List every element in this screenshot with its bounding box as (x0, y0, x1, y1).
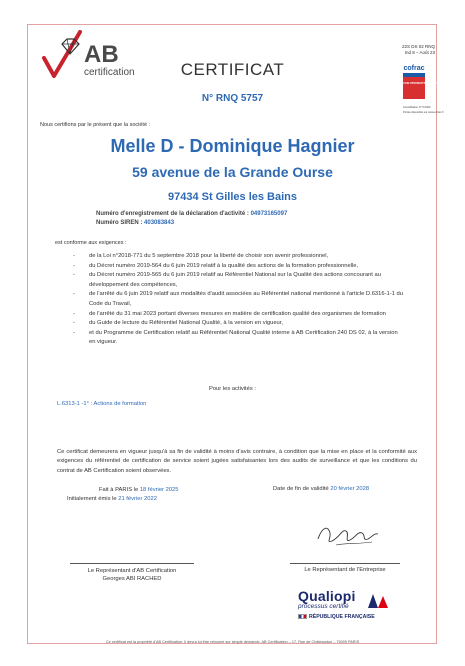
siren-label: Numéro SIREN : (96, 220, 143, 226)
list-item: - de l'arrêté du 31 mai 2023 portant diverses mesures en matière de certification qualité des organismes de formation (73, 310, 386, 317)
republique-francaise: RÉPUBLIQUE FRANÇAISE (309, 614, 375, 620)
svg-text:CERTIFICATION DE PRODUITS ET S (382, 81, 447, 85)
issued-date: 21 février 2022 (118, 495, 157, 502)
requirement-text: du Décret numéro 2019-565 du 6 juin 2019 relatif au Référentiel National sur la Qualité des actions concourant au développement des compétences, (89, 272, 381, 288)
list-item: - de l'arrêté du 6 juin 2019 relatif aux modalités d'audit associées au Référentiel national mentionné à l'article D.6316-1-1 du Code du Travail, (73, 291, 403, 307)
enterprise-representative-title: Le Représentant de l'Entreprise (304, 567, 386, 573)
siren-line (96, 219, 287, 228)
ab-representative-name: Georges ABI RACHED (102, 576, 162, 582)
qualiopi-name: Qualiopi (298, 588, 356, 604)
registration-line (96, 210, 287, 219)
activity-item: L.6313-1 -1° : Actions de formation (57, 401, 147, 407)
list-item: - de la Loi n°2018-771 du 5 septembre 2018 pour la liberté de choisir son avenir professionnel, (73, 253, 329, 259)
holder-name: Melle D - Dominique Hagnier (110, 136, 355, 156)
signature-icon (312, 513, 382, 553)
ab-representative-title: Le Représentant d'AB Certification (87, 568, 177, 574)
validity-end (273, 486, 369, 492)
end-date: 20 février 2028 (330, 486, 370, 492)
list-item: - du Décret numéro 2019-565 du 6 juin 2019 relatif au Référentiel National sur la Qualité des actions concourant au développement des compétences, (73, 272, 381, 288)
requirement-text: et du Programme de Certification relatif au Référentiel National Qualité interne à AB Certification 240 DS 02, à la version en vigueur. (89, 329, 398, 346)
requirement-text: du Guide de lecture du Référentiel National Qualité, à la version en vigueur, (89, 320, 283, 327)
cofrac-accreditation: Accréditation N° 5-0000 (403, 106, 431, 109)
siren-number: 403083843 (144, 220, 175, 226)
signature-line-right (290, 563, 400, 564)
activities-label: Pour les activités : (208, 386, 257, 392)
certificate-title: CERTIFICAT (180, 60, 285, 79)
qualiopi-logo (298, 588, 398, 632)
list-item: - du Guide de lecture du Référentiel National Qualité, à la version en vigueur, (73, 320, 283, 327)
conformity-intro: est conforme aux exigences : (55, 240, 127, 246)
cofrac-scope: Portée disponible sur www.cofrac.fr (403, 111, 444, 114)
made-date: 18 février 2025 (139, 487, 179, 493)
requirement-text: de la Loi n°2018-771 du 5 septembre 2018 pour la liberté de choisir son avenir professionnel, (89, 253, 329, 259)
qualiopi-subtitle: processus certifié (298, 603, 349, 610)
made-label: Fait à PARIS le (99, 487, 139, 493)
holder-street: 59 avenue de la Grande Ourse (132, 164, 333, 180)
signature-line-left (70, 563, 194, 564)
cofrac-word: cofrac (403, 65, 425, 72)
registration-block (96, 210, 287, 228)
republique-line (298, 614, 398, 620)
ab-representative (70, 567, 194, 583)
ref-line: 22S DS 02 RNQ (401, 44, 435, 49)
list-item: - du Décret numéro 2019-564 du 6 juin 2019 relatif à la qualité des actions de la formation professionnelle, (73, 262, 359, 269)
registration-number: 04973165097 (250, 211, 288, 217)
logo-subtitle: certification (84, 67, 135, 78)
requirement-text: de l'arrêté du 31 mai 2023 portant diverses mesures en matière de certification qualité des organismes de formation (89, 310, 386, 317)
validity-paragraph: Ce certificat demeurera en vigueur jusqu'à sa fin de validité à moins d'avis contraire, à condition que la mise en place et la conformité aux exigences du référentiel de certification de service soient jugées satisfaisantes lors des audits de surveillance et que les conditions du contrat de AB Certification soient observées. (57, 449, 417, 474)
list-item: - et du Programme de Certification relatif au Référentiel National Qualité interne à AB Certification 240 DS 02, à la version en vigueur. (73, 329, 398, 346)
issue-dates (67, 486, 179, 504)
holder-city: 97434 St Gilles les Bains (167, 191, 298, 203)
issued-label: Initialement émis le (67, 495, 117, 502)
requirement-text: de l'arrêté du 6 juin 2019 relatif aux modalités d'audit associées au Référentiel national mentionné à l'article D.6316-1-1 du Code du Travail, (89, 291, 403, 307)
requirements-list (73, 252, 403, 348)
cofrac-line: CERTIFICATION DE PRODUITS ET SERVICES (381, 81, 447, 85)
logo-letters: AB (84, 41, 119, 68)
issued-line (67, 495, 179, 504)
made-line (99, 486, 179, 495)
intro-text: Nous certifions par le présent que la société : (40, 122, 151, 128)
document-reference (375, 44, 435, 56)
certificate-number: N° RNQ 5757 (201, 93, 264, 104)
registration-label: Numéro d'enregistrement de la déclaration d'activité : (96, 211, 249, 217)
footer-note: Ce certificat est la propriété d'AB Certification. Il devra lui être retourné sur simple demande. AB Certification – 17, Rue de Châteaudun – 75009 PARIS (105, 640, 360, 644)
ref-line: Ind 8 – Août 23 (404, 50, 435, 55)
french-flag-icon (298, 614, 307, 619)
requirement-text: du Décret numéro 2019-564 du 6 juin 2019 relatif à la qualité des actions de la formation professionnelle, (89, 262, 359, 269)
qualiopi-mark-icon (366, 590, 392, 610)
end-label: Date de fin de validité (273, 486, 329, 492)
enterprise-signature (312, 513, 382, 553)
